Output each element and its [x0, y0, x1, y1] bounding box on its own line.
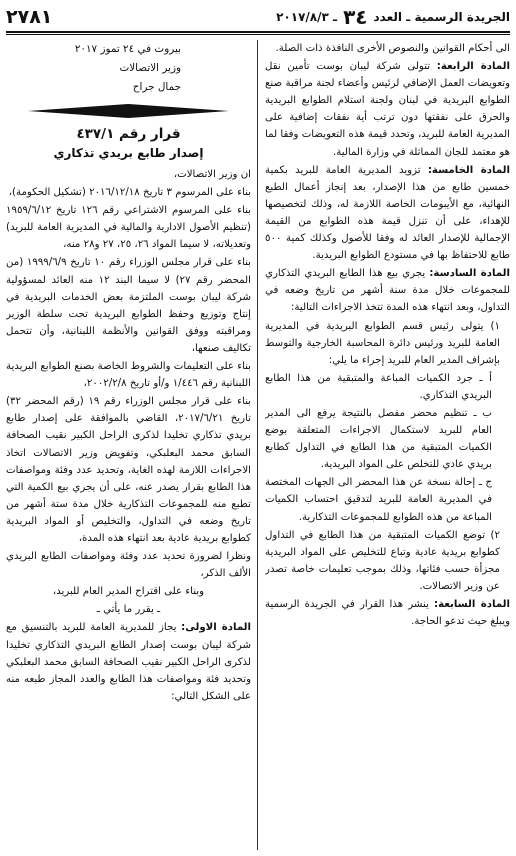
decision-body: [6, 166, 251, 705]
paragraph-text: تتولى شركة ليبان بوست تأمين نقل وتعويضات العمل الإضافي لرئيس وأعضاء لجنة مراقبة صنع الطوابع البريدية في لبنان ولجنة استلام الطوابع البريدية والحرق على نفقتها دون ترتب أية نفقات إضافية على المديرية العامة للبريد، وتحدد قيمة هذه التعويضات وفقا لما هو معتمد للجان المماثلة في وزارة المالية.: [265, 61, 510, 158]
text-paragraph: [6, 393, 251, 547]
text-paragraph: [265, 474, 510, 525]
paragraph-text: ٢) توضع الكميات المتبقية من هذا الطابع في التداول كطوابع بريدية عادية وتباع للتخليص على المواد البريدية مجزأة حسب فئاتها، وذلك بموجب تعليمات خاصة تصدر عن وزير الاتصالات.: [265, 529, 500, 592]
paragraph-text: وبناء على اقتراح المدير العام للبريد،: [52, 586, 205, 598]
article-heading: المادة الرابعة:: [436, 61, 510, 73]
text-paragraph: [6, 548, 251, 582]
text-paragraph: [6, 601, 251, 618]
column-divider: [257, 40, 258, 850]
paragraph-text: أ ـ جرد الكميات المباعة والمتبقية من هذا الطابع البريدي التذكاري.: [265, 372, 492, 401]
header-rule-thin: [6, 34, 510, 35]
article-paragraph: [265, 596, 510, 630]
paragraph-text: يجاز للمديرية العامة للبريد بالتنسيق مع شركة ليبان بوست إصدار الطابع البريدي التذكاري تخليدا لذكرى الراحل الكبير نقيب الصحافة السابق محمد البعلبكي وتحديد فئة ومواصفات هذا الطابع والعدد المجاز طبعه منه على الشكل التالي:: [6, 622, 251, 702]
text-paragraph: [6, 358, 251, 392]
paragraph-text: بناء على المرسوم ٣ تاريخ ٢٠١٦/١٢/١٨ (تشكيل الحكومة)،: [8, 187, 251, 199]
paragraph-text: ـ يقرر ما يأتي ـ: [96, 604, 161, 616]
page-number: ٢٧٨١: [6, 6, 53, 28]
left-column: [6, 40, 251, 852]
paragraph-text: الى أحكام القوانين والنصوص الأخرى النافذة ذات الصلة.: [275, 43, 510, 54]
paragraph-text: بناء على المرسوم الاشتراعي رقم ١٢٦ تاريخ ١٩٥٩/٦/١٢ (تنظيم الأصول الادارية والمالية في المديرية العامة للبريد) وتعديلاته، لا سيما المواد ٢٦، ٢٥، ٢٧ و٢٨ منه،: [6, 205, 251, 251]
paragraph-text: تزويد المديرية العامة للبريد بكمية خمسين طابع من هذا الإصدار، بعد إنجاز أعمال الطبع النهائية، مع الأيبومات الخاصة اللازمة له، وذلك لتخصيصها للإهداء، على أن تنزل قيمة هذه الطوابع من القيمة الإجمالية للإصدار العائد له وفقا للأصول وكذلك كمية ٥٠٠ طابع للاحتفاظ بها في مستودع الطوابع البريدية.: [265, 164, 510, 262]
publication-header: [276, 5, 510, 29]
article-heading: المادة السابعة:: [434, 599, 510, 610]
paragraph-text: ج ـ إحالة نسخة عن هذا المحضر الى الجهات المختصة في المديرية العامة للبريد لتدقيق احتساب الكميات المباعة من هذه الطوابع للمجموعات التذكارية.: [265, 477, 492, 523]
article-heading: المادة السادسة:: [429, 268, 510, 280]
page-header: [6, 4, 510, 30]
article-paragraph: [265, 265, 510, 316]
paragraph-text: ونظرا لضرورة تحديد عدد وفئة ومواصفات الطابع البريدي الألف الذكر،: [6, 551, 251, 580]
text-paragraph: [6, 166, 251, 183]
paragraph-text: بناء على قرار مجلس الوزراء رقم ١٩ (رقم المحضر ٣٢) تاريخ ٢٠١٧/٦/٢١، القاضي بالموافقة على إصدار طابع بريدي تذكاري تخليدا لذكرى الراحل الكبير نقيب الصحافة السابق محمد البعلبكي، وتفويض وزير الاتصالات اتخاذ الاجراءات اللازمة لهذه الغاية، وتحديد عدد وفئة ومواصفات هذا الطابع بقرار يصدر عنه، على أن يجري بيع الكمية التي تطبع منه للمجموعات التذكارية خلال مدة ستة أشهر من تاريخ وضعه في التداول، والتخليص أو المواد البريدية كطوابع بريدية عادية بعد انتهاء هذه المدة،: [6, 396, 251, 544]
text-paragraph: [265, 40, 510, 57]
text-paragraph: [265, 405, 510, 473]
paragraph-text: ب ـ تنظيم محضر مفصل بالنتيجة يرفع الى المدير العام للبريد لاستكمال الاجراءات المتعلقة بوضع الكميات المتبقية من هذا الطابع في التداول كطابع بريدي عادي للتخلص على المواد البريدية.: [265, 407, 492, 471]
signature-place-date: بيروت في ٢٤ تموز ٢٠١٧: [74, 43, 181, 55]
issue-number: ٣٤: [343, 5, 368, 29]
paragraph-text: ١) يتولى رئيس قسم الطوابع البريدية في المديرية العامة للبريد ورئيس دائرة المحاسبة الخارجية والتوسط بإشراف المدير العام للبريد إجراء ما يلي:: [265, 320, 500, 366]
paragraph-text: يجري بيع هذا الطابع البريدي التذكاري للمجموعات خلال مدة سنة أشهر من تاريخ وضعه في التداول، وبعد انتهاء هذه المدة تتخذ الاجراءات التالية:: [265, 268, 510, 314]
article-heading: المادة الاولى:: [181, 622, 251, 634]
paragraph-text: ينشر هذا القرار في الجريدة الرسمية ويبلغ حيث تدعو الحاجة.: [265, 599, 510, 628]
ornament-divider: [28, 102, 229, 120]
text-paragraph: [6, 202, 251, 253]
right-column: [265, 40, 510, 852]
text-paragraph: [6, 184, 251, 201]
signature-title: وزير الاتصالات: [119, 62, 181, 74]
text-paragraph: [6, 254, 251, 357]
publication-name: الجريدة الرسمية ـ العدد: [373, 10, 510, 24]
article-paragraph: [265, 162, 510, 265]
paragraph-text: بناء على قرار مجلس الوزراء رقم ١٠ تاريخ ١٩٩٩/٦/٩ (من المحضر رقم ٢٧) لا سيما البند ١٢ منه العائد لمسؤولية شركة ليبان بوست الملتزمة بعض الخدمات البريدية في إنتاج وتوزيع وحفظ الطوابع البريدية تحت سلطة الوزير ومراقبته ووفق القوانين والأنظمة اللبنانية، وأن تتحمل تكاليف صنعها،: [6, 257, 251, 354]
decision-subject: إصدار طابع بريدي تذكاري: [53, 146, 204, 160]
article-paragraph: [6, 619, 251, 704]
signature-block: [6, 40, 251, 96]
text-paragraph: [265, 527, 510, 595]
paragraph-text: بناء على التعليمات والشروط الخاصة بصنع الطوابع البريدية اللبنانية رقم ١/٤٤٦ و/أو تاريخ ٢٠٠٢/٢/٨،: [6, 361, 251, 390]
signature-name: جمال جراح: [132, 81, 181, 93]
article-paragraph: [265, 58, 510, 161]
issue-date: ـ ٢٠١٧/٨/٣: [276, 10, 338, 24]
article-heading: المادة الخامسة:: [427, 164, 510, 176]
text-paragraph: [6, 583, 251, 600]
decision-title: قرار رقم ٤٣٧/١: [76, 126, 181, 142]
text-paragraph: [265, 370, 510, 404]
header-rule: [6, 31, 510, 33]
text-paragraph: [265, 318, 510, 369]
paragraph-text: ان وزير الاتصالات،: [173, 169, 251, 180]
